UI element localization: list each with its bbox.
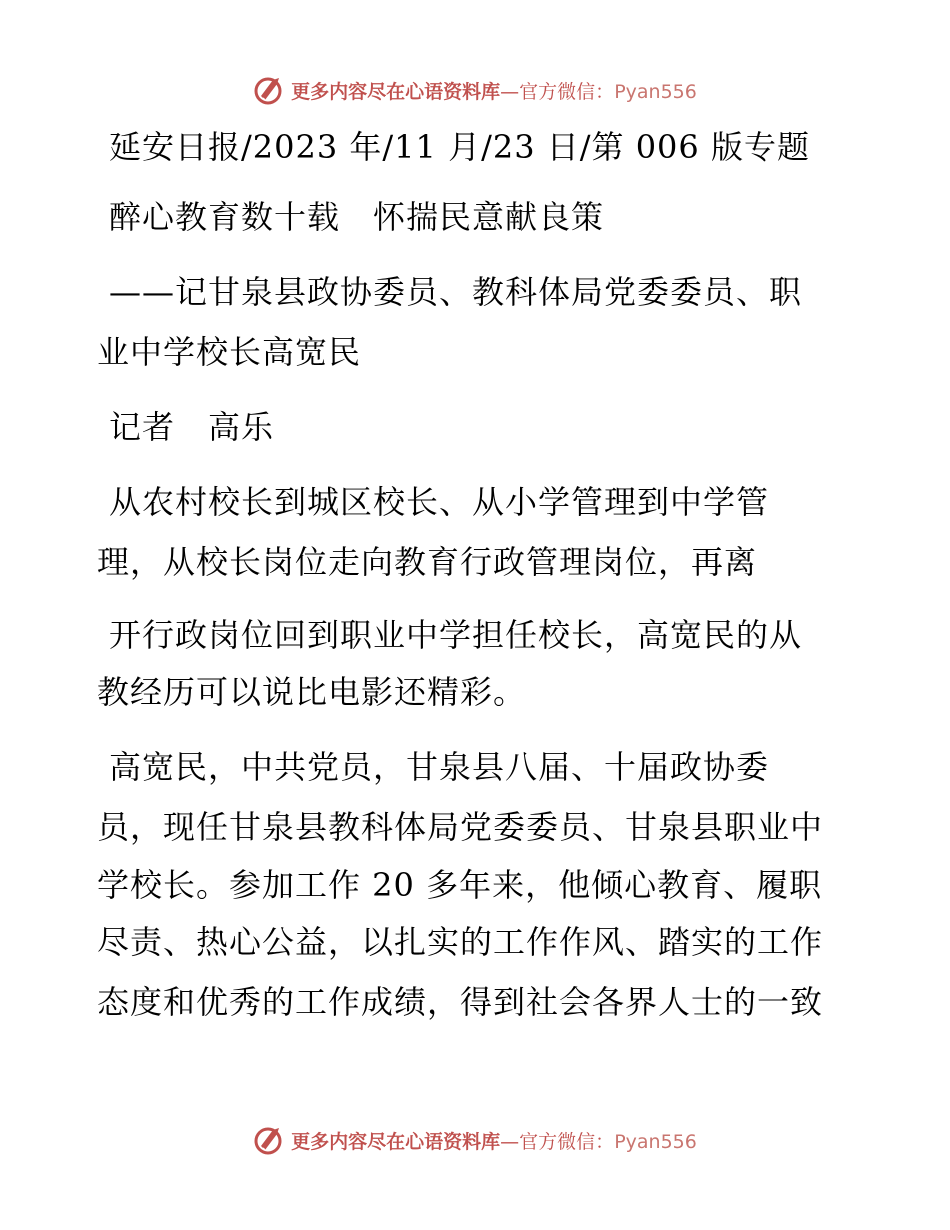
subtitle-line-2: 业中学校长高宽民	[97, 333, 362, 371]
source-line: 延安日报/2023 年/11 月/23 日/第 006 版专题	[109, 128, 810, 166]
headline: 醉心教育数十载 怀揣民意献良策	[109, 198, 605, 236]
header-banner-text	[291, 77, 697, 104]
body-line-8: 尽责、热心公益，以扎实的工作作风、踏实的工作	[97, 923, 824, 961]
body-line-1: 从农村校长到城区校长、从小学管理到中学管	[109, 483, 770, 521]
footer-banner-text	[291, 1127, 697, 1154]
footer-wechat-label: 官方微信：	[519, 1130, 615, 1153]
header-separator: —	[500, 80, 520, 103]
header-wechat-handle: Pyan556	[614, 80, 697, 103]
footer-banner	[0, 1120, 950, 1160]
body-line-6: 员，现任甘泉县教科体局党委委员、甘泉县职业中	[97, 808, 824, 846]
byline: 记者 高乐	[109, 408, 275, 446]
footer-separator: —	[500, 1130, 520, 1153]
header-banner	[0, 70, 950, 110]
header-brand: 更多内容尽在心语资料库	[291, 80, 501, 103]
body-line-9: 态度和优秀的工作成绩，得到社会各界人士的一致	[97, 983, 824, 1021]
body-line-4: 教经历可以说比电影还精彩。	[97, 673, 527, 711]
body-line-2: 理，从校长岗位走向教育行政管理岗位，再离	[97, 543, 758, 581]
header-wechat-label: 官方微信：	[519, 80, 615, 103]
body-line-3: 开行政岗位回到职业中学担任校长，高宽民的从	[109, 616, 803, 654]
pen-logo-icon	[253, 74, 285, 106]
footer-brand: 更多内容尽在心语资料库	[291, 1130, 501, 1153]
subtitle-line-1: ——记甘泉县政协委员、教科体局党委委员、职	[109, 273, 803, 311]
footer-wechat-handle: Pyan556	[614, 1130, 697, 1153]
body-line-7: 学校长。参加工作 20 多年来，他倾心教育、履职	[97, 866, 823, 904]
pen-logo-icon	[253, 1124, 285, 1156]
body-line-5: 高宽民，中共党员，甘泉县八届、十届政协委	[109, 748, 770, 786]
